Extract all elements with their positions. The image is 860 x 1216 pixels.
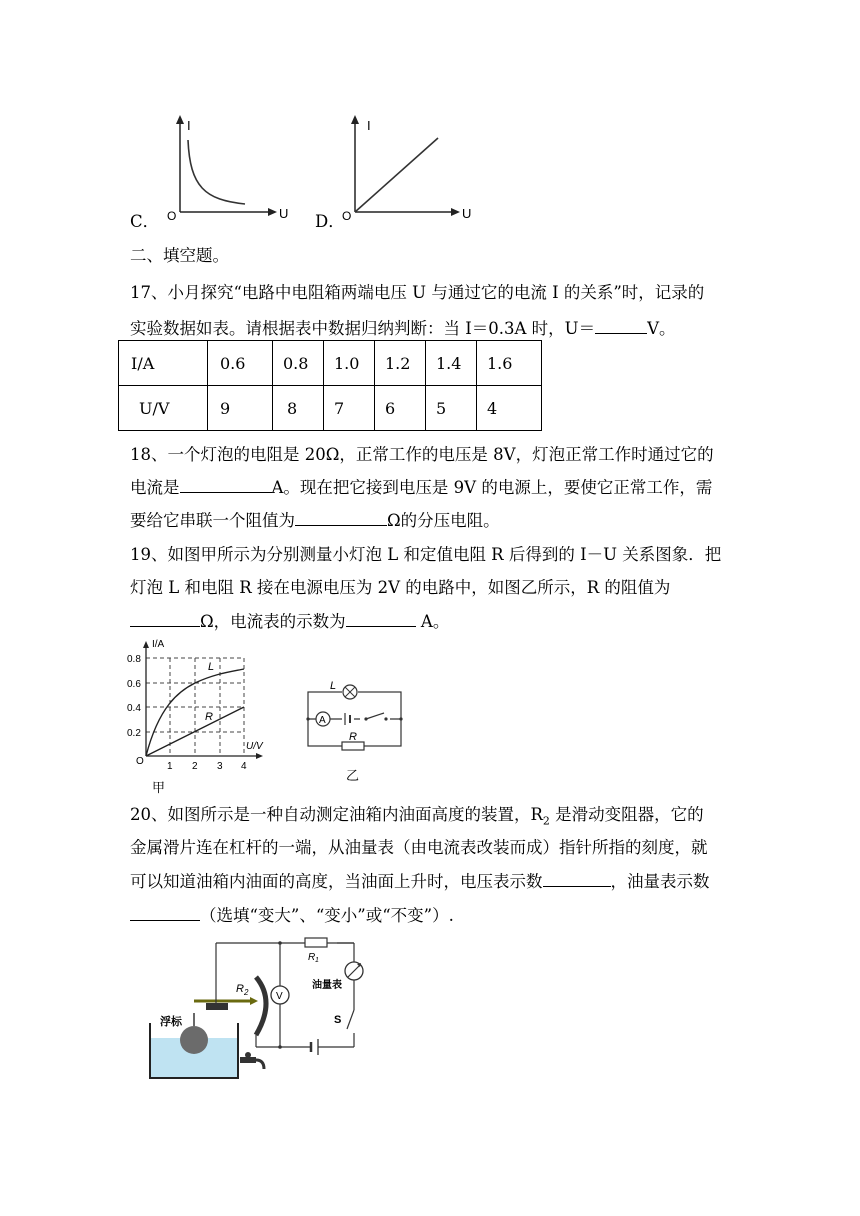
- q19-line3-rest: A。: [415, 612, 450, 631]
- jia-ylabel: I/A: [152, 639, 165, 650]
- q19-line1: 19、如图甲所示为分别测量小灯泡 L 和定值电阻 R 后得到的 I－U 关系图象．把: [130, 545, 722, 564]
- option-c-axis-u: U: [279, 206, 289, 221]
- yi-ammeter-label: A: [319, 715, 326, 726]
- q18-line2-text: 电流是: [130, 478, 180, 497]
- q19-figure-jia: [124, 636, 284, 796]
- resistor-r1: [305, 938, 327, 947]
- table-cell: 4: [477, 386, 542, 431]
- q19-line3: [130, 611, 449, 632]
- voltmeter-label: V: [276, 991, 283, 1002]
- option-d-origin: O: [342, 209, 352, 223]
- q20-line4-text: （选填“变大”、“变小”或“不变”）.: [200, 906, 454, 925]
- q18-current-blank[interactable]: [180, 477, 272, 493]
- table-cell: 1.2: [375, 341, 426, 386]
- table-cell: 6: [375, 386, 426, 431]
- jia-ytick: 0.6: [127, 679, 141, 690]
- jia-caption: 甲: [152, 780, 166, 795]
- q19-resistance-blank[interactable]: [130, 611, 200, 627]
- q17-data-table: [118, 340, 542, 431]
- r1-sub: 1: [315, 957, 319, 964]
- yi-lamp-label: L: [330, 680, 337, 692]
- q20-line3-text: 可以知道油箱内油面的高度，当油面上升时，电压表示数: [130, 872, 543, 891]
- q17-line2-text: 实验数据如表。请根据表中数据归纳判断：当 I＝0.3A 时，U＝: [130, 319, 596, 338]
- q18-line2: [130, 477, 712, 498]
- q20-gauge-blank[interactable]: [130, 905, 200, 921]
- q19-current-blank[interactable]: [346, 611, 416, 627]
- q17-line2-unit: V。: [647, 319, 676, 338]
- r2-sub: 2: [244, 988, 249, 997]
- option-d-axis-i: I: [367, 118, 371, 133]
- q18-line1: 18、一个灯泡的电阻是 20Ω，正常工作的电压是 8V，灯泡正常工作时通过它的: [130, 445, 714, 464]
- q20-line1: [130, 805, 704, 831]
- jia-line-r-label: R: [205, 711, 213, 723]
- switch-label: S: [334, 1014, 342, 1026]
- table-cell: 1.6: [477, 341, 542, 386]
- q18-resistance-blank[interactable]: [295, 510, 387, 526]
- q19-figure-yi: [294, 672, 414, 784]
- q20-line1-sub: 2: [542, 814, 550, 828]
- option-d-axis-u: U: [462, 206, 472, 221]
- q20-voltmeter-blank[interactable]: [543, 871, 611, 887]
- jia-ytick: 0.4: [127, 703, 141, 714]
- float-icon: [180, 1026, 208, 1054]
- option-c-label: C．: [130, 212, 160, 231]
- pivot-icon: [206, 1003, 228, 1010]
- jia-xlabel: U/V: [246, 741, 263, 752]
- q18-line3-rest: Ω的分压电阻。: [387, 511, 500, 530]
- jia-ytick: 0.2: [127, 728, 141, 739]
- table-cell: 1.4: [426, 341, 477, 386]
- q19-line2: 灯泡 L 和电阻 R 接在电源电压为 2V 的电路中，如图乙所示，R 的阻值为: [130, 578, 671, 597]
- table-cell: 5: [426, 386, 477, 431]
- yi-caption: 乙: [346, 768, 360, 783]
- q20-figure: [140, 935, 380, 1083]
- rheostat-r2: [256, 977, 266, 1035]
- section-heading: 二、填空题。: [130, 246, 229, 265]
- option-c-origin: O: [167, 209, 177, 223]
- jia-xtick: 4: [241, 761, 247, 772]
- q20-line1-text: 20、如图所示是一种自动测定油箱内油面高度的装置，R: [130, 805, 543, 824]
- table-cell: 0.8: [273, 341, 324, 386]
- q20-line4: [130, 905, 454, 926]
- r2-label: R: [236, 983, 244, 995]
- switch-icon: [347, 1010, 354, 1029]
- q18-line3: [130, 510, 500, 531]
- q20-line1-rest: 是滑动变阻器，它的: [549, 805, 704, 824]
- option-c-graph: [160, 112, 300, 224]
- table-cell: U/V: [119, 386, 208, 431]
- jia-xtick: 3: [217, 761, 223, 772]
- q18-line2-rest: A。现在把它接到电压是 9V 的电源上，要使它正常工作，需: [271, 478, 713, 497]
- table-row: [119, 386, 542, 431]
- option-d-label: D．: [315, 212, 345, 231]
- option-c-axis-i: I: [187, 118, 191, 133]
- q17-line2: [130, 318, 676, 339]
- jia-xtick: 1: [167, 761, 173, 772]
- jia-curve-l-label: L: [208, 661, 215, 673]
- q17-line1: 17、小月探究“电路中电阻箱两端电压 U 与通过它的电流 I 的关系”时，记录的: [130, 283, 705, 302]
- q17-answer-blank[interactable]: [595, 318, 647, 334]
- table-row: [119, 341, 542, 386]
- jia-origin: O: [136, 756, 144, 767]
- table-cell: 7: [324, 386, 375, 431]
- q20-line3-rest: ，油量表示数: [610, 872, 710, 891]
- table-cell: 9: [208, 386, 273, 431]
- jia-xtick: 2: [192, 761, 198, 772]
- table-cell: 8: [273, 386, 324, 431]
- table-cell: 0.6: [208, 341, 273, 386]
- table-cell: 1.0: [324, 341, 375, 386]
- r1-label: R: [308, 952, 316, 963]
- q19-line3-text: Ω，电流表的示数为: [200, 612, 346, 631]
- q20-line2: 金属滑片连在杠杆的一端，从油量表（由电流表改装而成）指针所指的刻度，就: [130, 838, 708, 857]
- gauge-label: 油量表: [312, 980, 342, 991]
- table-cell: I/A: [119, 341, 208, 386]
- q18-line3-text: 要给它串联一个阻值为: [130, 511, 295, 530]
- yi-resistor-label: R: [349, 731, 357, 743]
- q20-line3: [130, 871, 710, 892]
- jia-ytick: 0.8: [127, 654, 141, 665]
- resistor-icon: [342, 742, 364, 750]
- option-d-graph: [335, 112, 485, 224]
- float-label: 浮标: [160, 1016, 182, 1028]
